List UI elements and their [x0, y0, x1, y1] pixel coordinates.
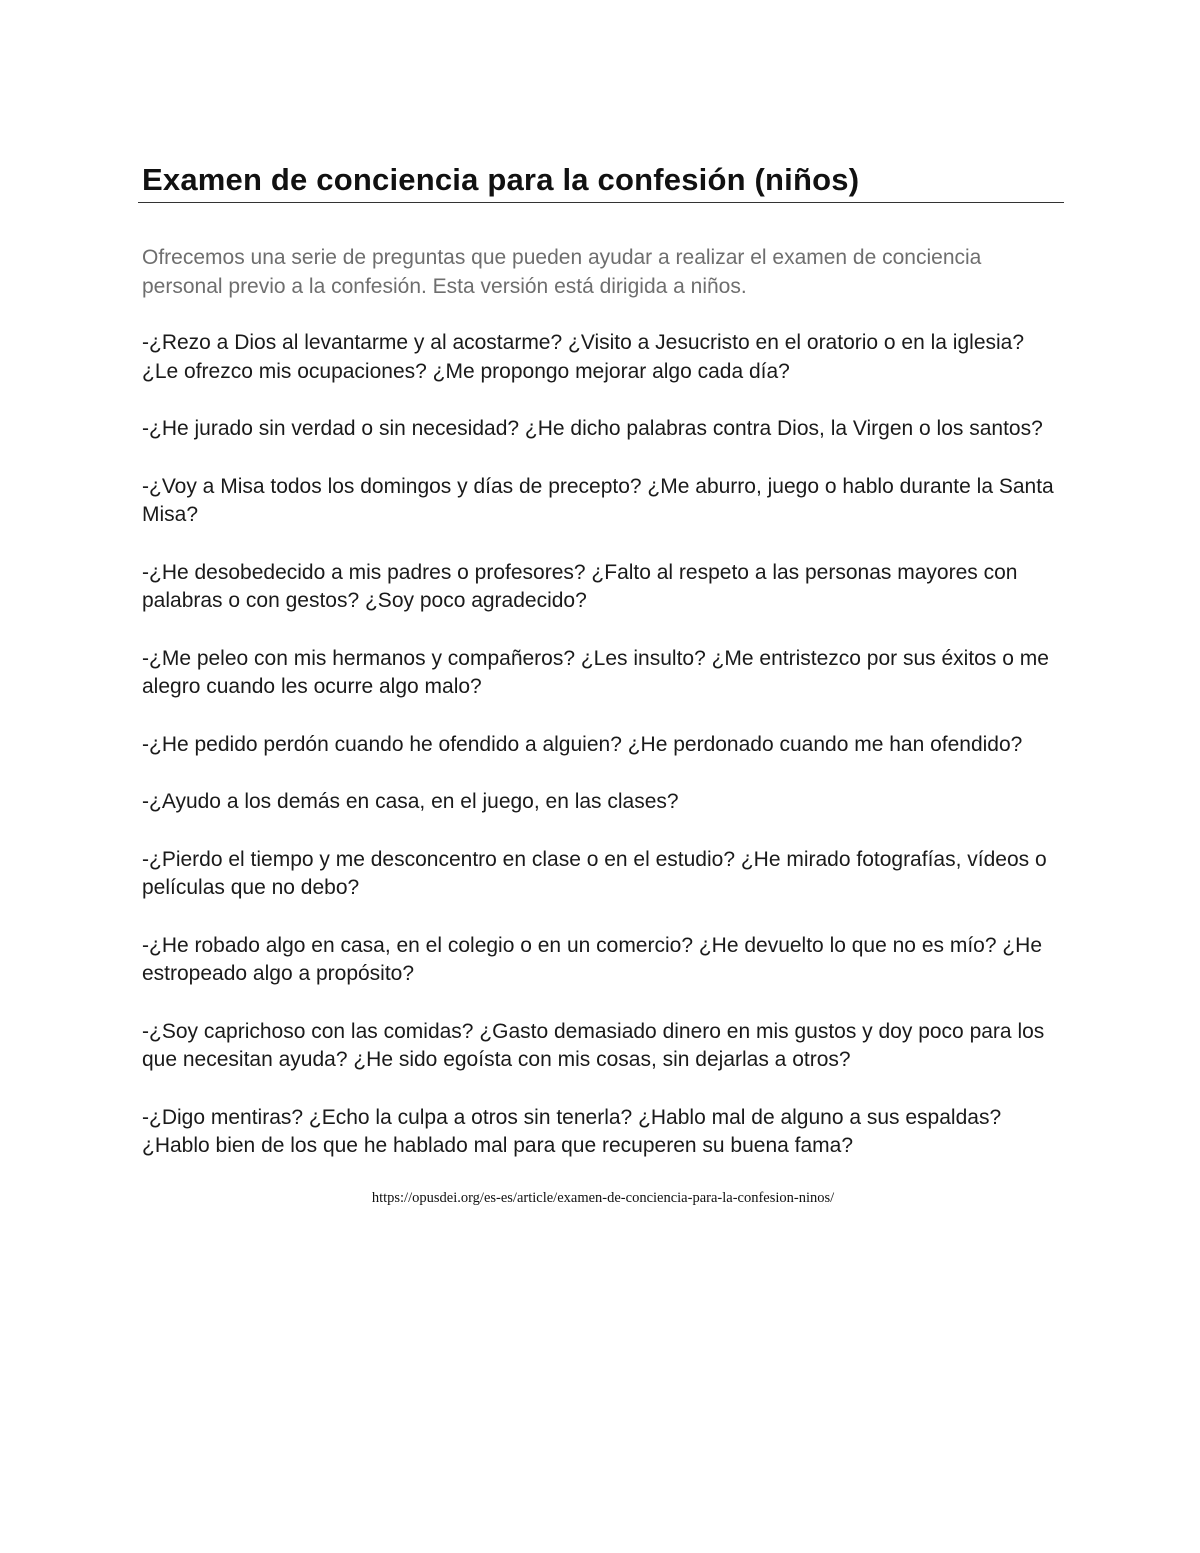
document-page — [142, 160, 1064, 1207]
question-item: -¿Pierdo el tiempo y me desconcentro en clase o en el estudio? ¿He mirado fotografías, vídeos o películas que no debo? — [142, 847, 1047, 899]
question-item: -¿He desobedecido a mis padres o profesores? ¿Falto al respeto a las personas mayores con palabras o con gestos? ¿Soy poco agradecido? — [142, 560, 1018, 612]
question-item: -¿Soy caprichoso con las comidas? ¿Gasto demasiado dinero en mis gustos y doy poco para los que necesitan ayuda? ¿He sido egoísta con mis cosas, sin dejarlas a otros? — [142, 1019, 1045, 1071]
question-item: -¿He robado algo en casa, en el colegio o en un comercio? ¿He devuelto lo que no es mío? ¿He estropeado algo a propósito? — [142, 933, 1043, 985]
question-item: -¿Ayudo a los demás en casa, en el juego, en las clases? — [142, 790, 679, 813]
question-item: -¿Me peleo con mis hermanos y compañeros? ¿Les insulto? ¿Me entristezco por sus éxitos o me alegro cuando les ocurre algo malo? — [142, 646, 1049, 698]
title-underline — [138, 202, 1064, 203]
question-list — [142, 329, 1064, 1161]
source-url: https://opusdei.org/es-es/article/examen-de-conciencia-para-la-confesion-ninos/ — [371, 1189, 835, 1206]
question-item: -¿Digo mentiras? ¿Echo la culpa a otros sin tenerla? ¿Hablo mal de alguno a sus espaldas? ¿Hablo bien de los que he hablado mal para que recuperen su buena fama? — [142, 1105, 1002, 1157]
document-title: Examen de conciencia para la confesión (niños) — [142, 162, 860, 197]
question-item: -¿He jurado sin verdad o sin necesidad? ¿He dicho palabras contra Dios, la Virgen o los santos? — [142, 417, 1043, 440]
question-item: -¿Rezo a Dios al levantarme y al acostarme? ¿Visito a Jesucristo en el oratorio o en la iglesia? ¿Le ofrezco mis ocupaciones? ¿Me propongo mejorar algo cada día? — [142, 331, 1025, 383]
intro-paragraph: Ofrecemos una serie de preguntas que pueden ayudar a realizar el examen de conciencia personal previo a la confesión. Esta versión está dirigida a niños. — [142, 246, 982, 298]
question-item: -¿Voy a Misa todos los domingos y días de precepto? ¿Me aburro, juego o hablo durante la Santa Misa? — [142, 474, 1054, 526]
question-item: -¿He pedido perdón cuando he ofendido a alguien? ¿He perdonado cuando me han ofendido? — [142, 732, 1023, 756]
